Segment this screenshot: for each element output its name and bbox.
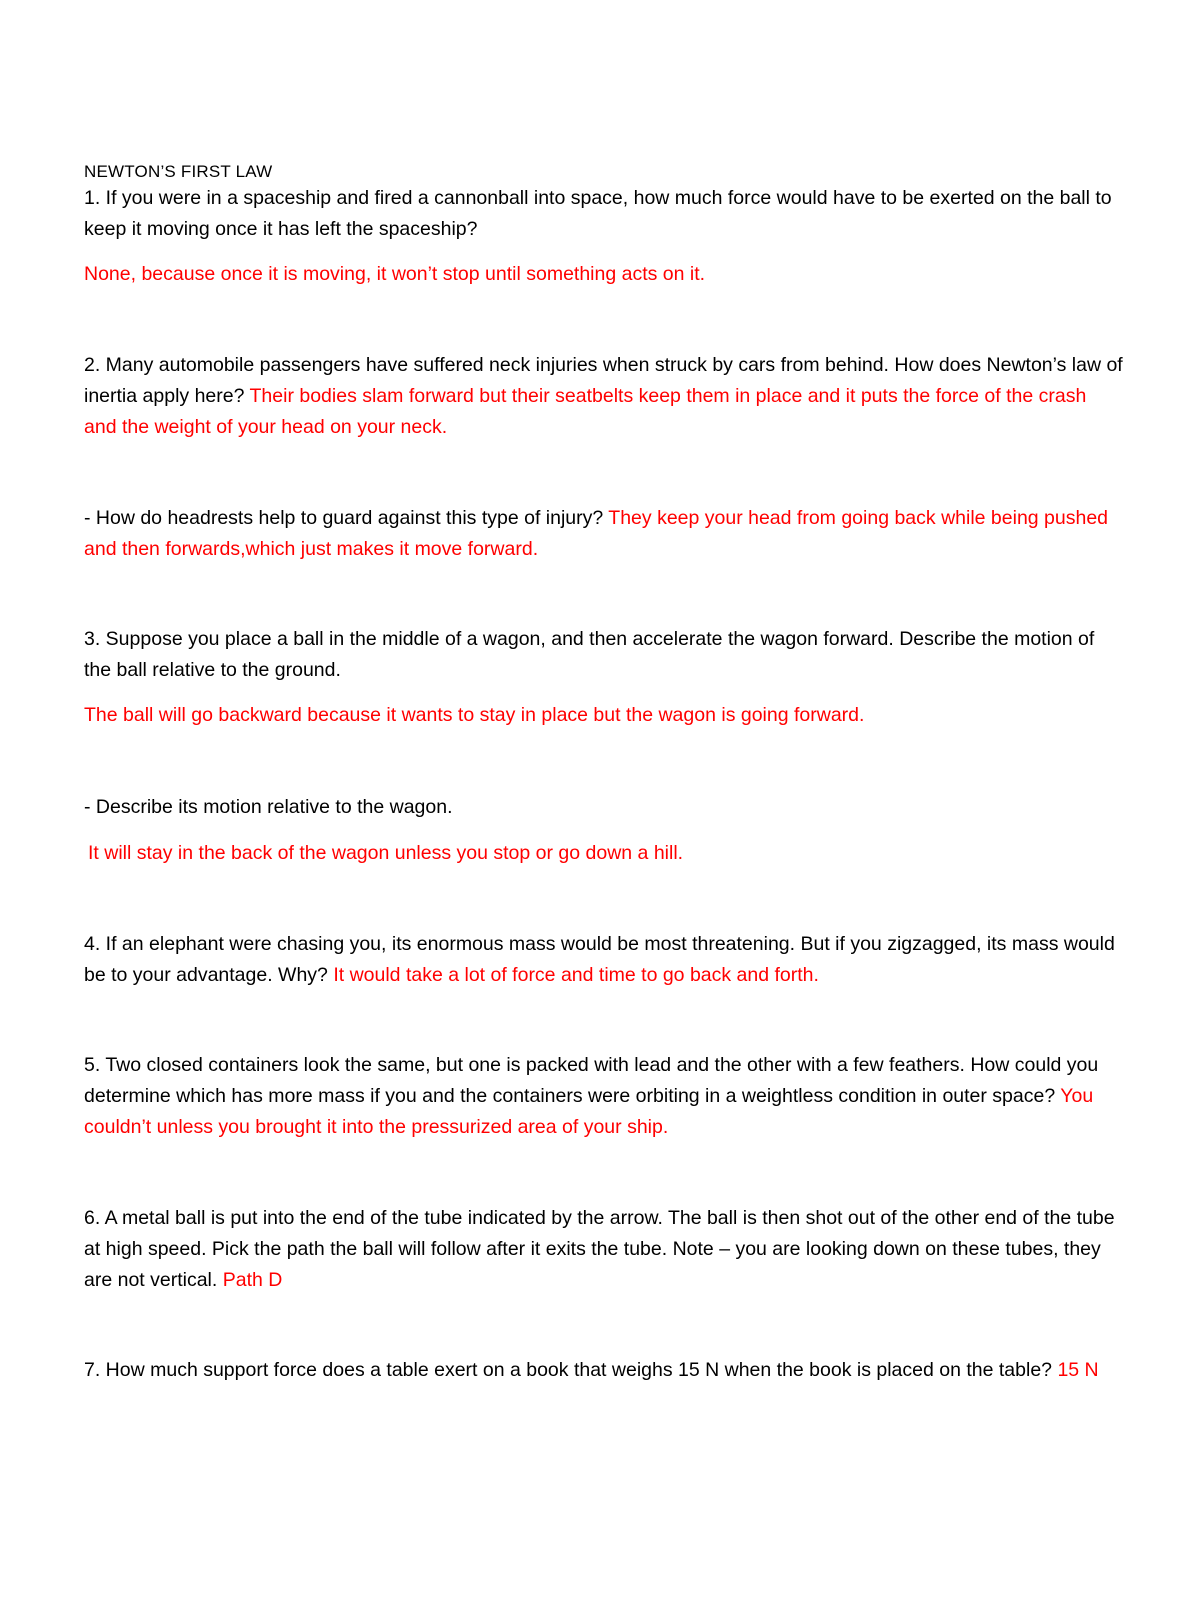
question-7	[84, 1355, 1124, 1386]
question-4-text: 4. If an elephant were chasing you, its enormous mass would be most threatening. But if you zigzagged, its mass would be to your advantage. Why?	[84, 933, 1115, 986]
answer-4: It would take a lot of force and time to go back and forth.	[333, 964, 819, 986]
answer-3b: It will stay in the back of the wagon unless you stop or go down a hill.	[88, 842, 684, 864]
answer-2b: They keep your head from going back while being pushed and then forwards,which just makes it move forward.	[84, 507, 1109, 560]
question-3-text: 3. Suppose you place a ball in the middle of a wagon, and then accelerate the wagon forward. Describe the motion of the ball relative to the ground.	[84, 628, 1095, 681]
question-5-text: 5. Two closed containers look the same, but one is packed with lead and the other with a few feathers. How could you determine which has more mass if you and the containers were orbiting in a weightless condition in outer space?	[84, 1054, 1099, 1107]
question-7-text: 7. How much support force does a table exert on a book that weighs 15 N when the book is placed on the table?	[84, 1359, 1053, 1381]
question-6	[84, 1203, 1124, 1296]
answer-6: Path D	[222, 1269, 283, 1291]
question-1-text: 1. If you were in a spaceship and fired a cannonball into space, how much force would have to be exerted on the ball to keep it moving once it has left the spaceship?	[84, 187, 1112, 240]
question-2b	[84, 503, 1124, 565]
question-6-text: 6. A metal ball is put into the end of the tube indicated by the arrow. The ball is then shot out of the other end of the tube at high speed. Pick the path the ball will follow after it exits the tube. Note – you are looking down on these tubes, they are not vertical.	[84, 1207, 1115, 1291]
answer-2: Their bodies slam forward but their seatbelts keep them in place and it puts the force of the crash and the weight of your head on your neck.	[84, 385, 1087, 438]
answer-7: 15 N	[1057, 1359, 1099, 1381]
question-4	[84, 929, 1124, 991]
question-3	[84, 624, 1124, 686]
question-2b-text: - How do headrests help to guard against this type of injury?	[84, 507, 604, 529]
page-title: NEWTON’S FIRST LAW	[84, 162, 273, 181]
question-3b-text: - Describe its motion relative to the wagon.	[84, 796, 453, 818]
answer-3: The ball will go backward because it wants to stay in place but the wagon is going forward.	[84, 704, 865, 726]
question-3b	[84, 792, 1124, 823]
question-2-text: 2. Many automobile passengers have suffered neck injuries when struck by cars from behind. How does Newton’s law of inertia apply here?	[84, 354, 1123, 407]
answer-5: You couldn’t unless you brought it into the pressurized area of your ship.	[84, 1085, 1094, 1138]
question-1	[84, 183, 1124, 245]
answer-1: None, because once it is moving, it won’t stop until something acts on it.	[84, 263, 706, 285]
question-2	[84, 350, 1124, 443]
question-5	[84, 1050, 1124, 1143]
